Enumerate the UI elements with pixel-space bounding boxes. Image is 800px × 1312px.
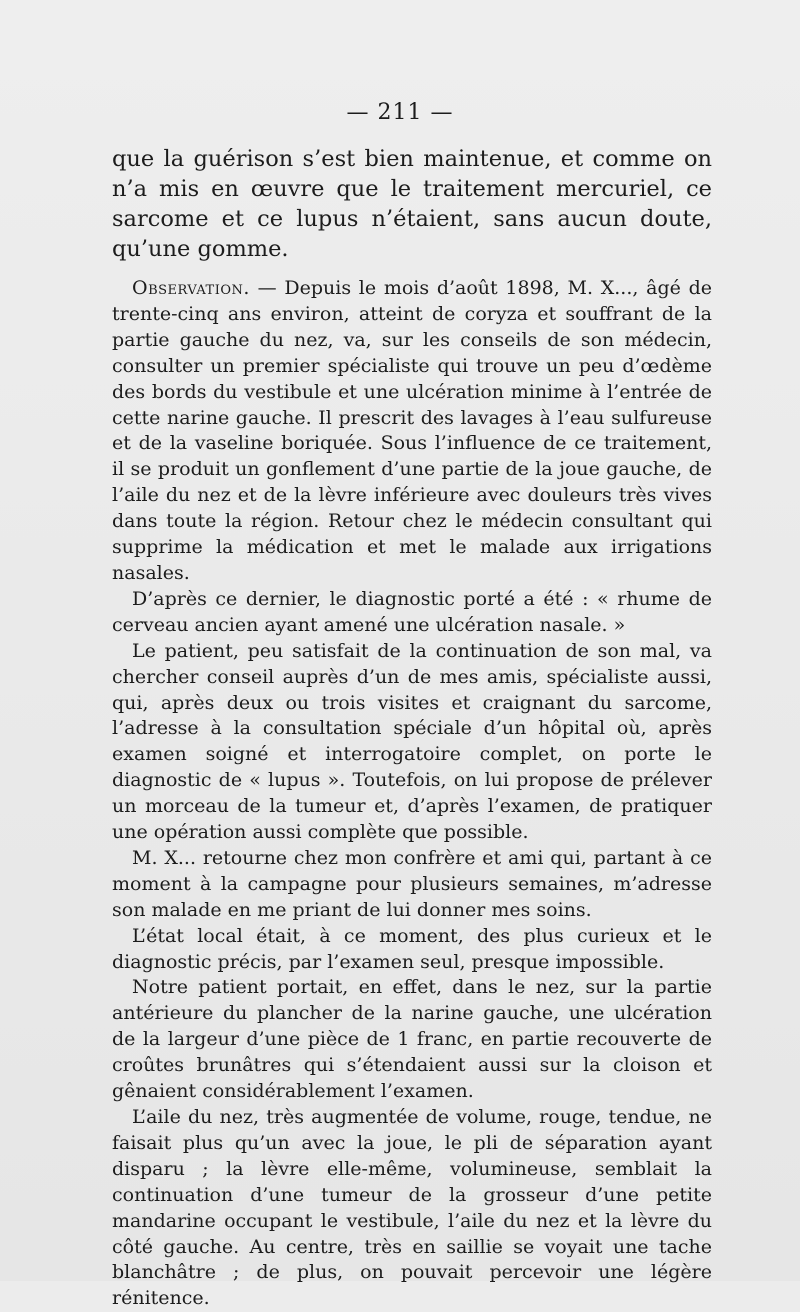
paragraph-diagnostic: D’après ce dernier, le diagnostic porté a été : « rhume de cerveau ancien ayant amené une ulcération nasale. » xyxy=(112,587,712,636)
paragraph-patient: Le patient, peu satisfait de la continuation de son mal, va chercher conseil auprès d’un de mes amis, spécialiste aussi, qui, après deux ou trois visites et craignant du sarcome, l’adresse à la consultation spéciale d’un hôpital où, après examen soigné et interrogatoire complet, on porte le diagnostic de « lupus ». Toutefois, on lui propose de prélever un morceau de la tumeur et, d’après l’examen, de pratiquer une opération aussi complète que possible. xyxy=(112,639,712,844)
page-number: — 211 — xyxy=(346,100,454,125)
page-text xyxy=(112,144,712,1312)
paragraph-local-state: L’état local était, à ce moment, des plus curieux et le diagnostic précis, par l’examen seul, presque impossible. xyxy=(112,924,712,973)
observation-label: Observation. xyxy=(132,277,250,299)
paragraph-nose-wing: L’aile du nez, très augmentée de volume, rouge, tendue, ne faisait plus qu’un avec la joue, le pli de séparation ayant disparu ; la lèvre elle-même, volumineuse, semblait la continuation d’une tumeur de la grosseur d’une petite mandarine occupant le vestibule, l’aile du nez et la lèvre du côté gauche. Au centre, très en saillie se voyait une tache blanchâtre ; de plus, on pouvait percevoir une légère rénitence. xyxy=(112,1106,712,1310)
intro-paragraph: que la guérison s’est bien maintenue, et comme on n’a mis en œuvre que le traitement mercuriel, ce sarcome et ce lupus n’étaient, sans aucun doute, qu’une gomme. xyxy=(112,146,712,262)
paragraph-ulceration: Notre patient portait, en effet, dans le nez, sur la partie antérieure du plancher de la narine gauche, une ulcération de la largeur d’une pièce de 1 franc, en partie recouverte de croûtes brunâtres qui s’étendaient aussi sur la cloison et gênaient considérablement l’examen. xyxy=(112,976,712,1103)
observation-paragraph xyxy=(112,276,712,587)
paragraph-return: M. X... retourne chez mon confrère et ami qui, partant à ce moment à la campagne pour plusieurs semaines, m’adresse son malade en me priant de lui donner mes soins. xyxy=(112,846,712,921)
observation-text: — Depuis le mois d’août 1898, M. X..., âgé de trente-cinq ans environ, atteint de coryza et souffrant de la partie gauche du nez, va, sur les conseils de son médecin, consulter un premier spécialiste qui trouve un peu d’œdème des bords du vestibule et une ulcération minime à l’entrée de cette narine gauche. Il prescrit des lavages à l’eau sulfureuse et de la vaseline boriquée. Sous l’influence de ce traitement, il se produit un gonflement d’une partie de la joue gauche, de l’aile du nez et de la lèvre inférieure avec douleurs très vives dans toute la région. Retour chez le médecin consultant qui supprime la médication et met le malade aux irrigations nasales. xyxy=(112,277,712,584)
